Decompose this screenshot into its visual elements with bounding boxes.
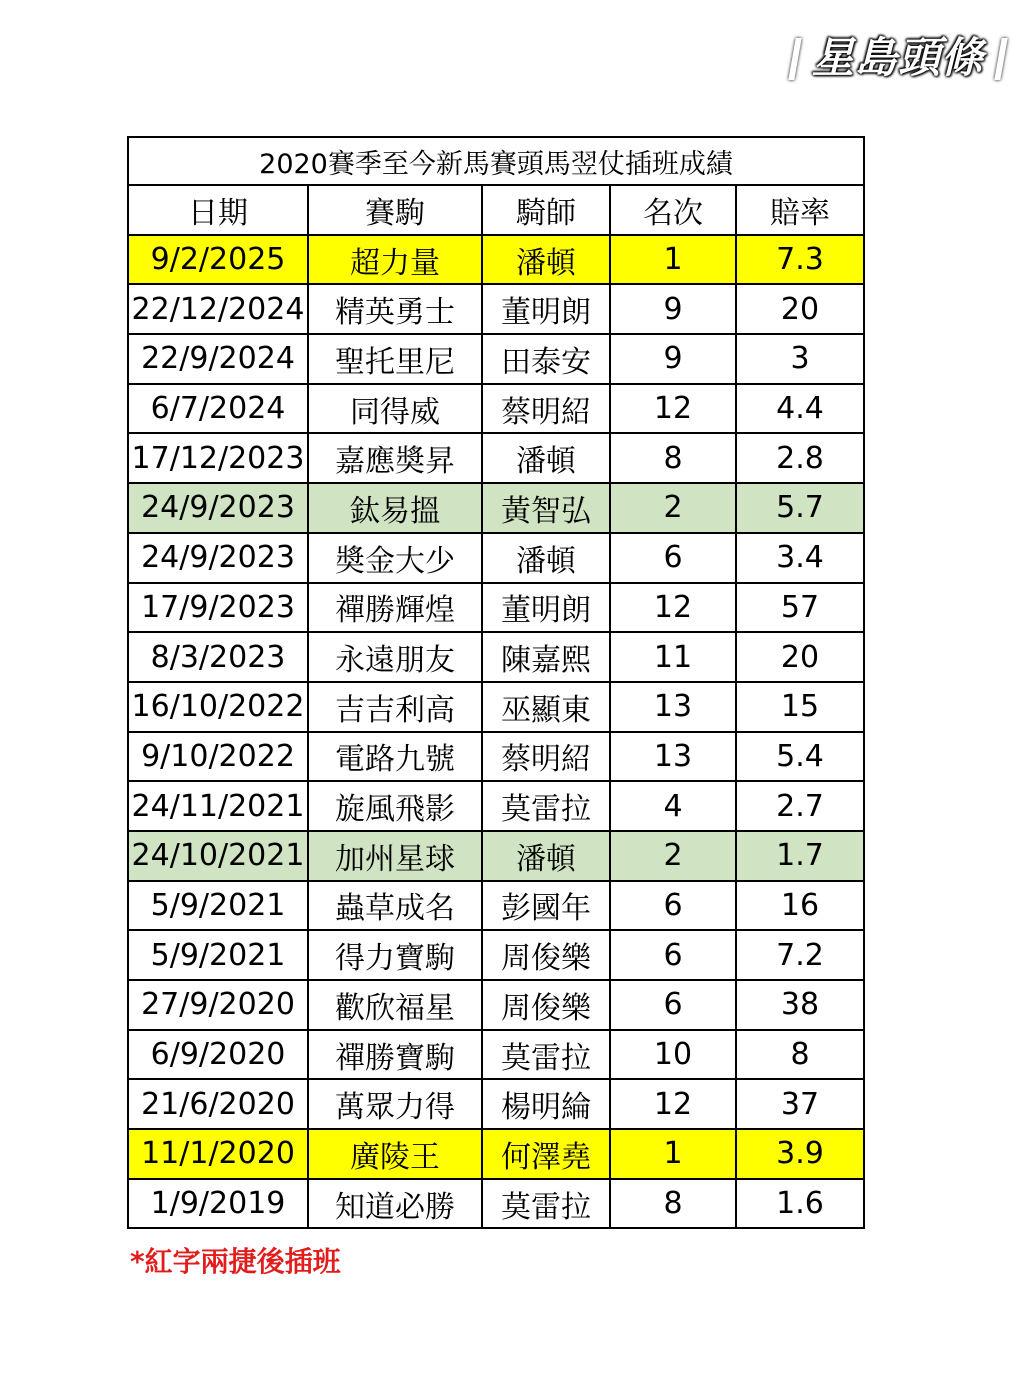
cell-horse: 蟲草成名 [308, 881, 482, 931]
table-body [128, 235, 864, 1229]
cell-horse: 鈦易搵 [308, 483, 482, 533]
table-row [128, 980, 864, 1030]
cell-odds: 38 [736, 980, 864, 1030]
cell-place: 12 [610, 583, 736, 633]
cell-place: 12 [610, 384, 736, 434]
cell-odds: 8 [736, 1030, 864, 1080]
table-row [128, 881, 864, 931]
cell-odds: 7.2 [736, 930, 864, 980]
cell-horse: 聖托里尼 [308, 334, 482, 384]
cell-date: 27/9/2020 [128, 980, 308, 1030]
cell-odds: 1.6 [736, 1179, 864, 1229]
table-row [128, 1129, 864, 1179]
cell-odds: 37 [736, 1079, 864, 1129]
cell-date: 16/10/2022 [128, 682, 308, 732]
cell-jockey: 彭國年 [482, 881, 610, 931]
logo-text: 星島頭條 [811, 33, 984, 82]
cell-horse: 歡欣福星 [308, 980, 482, 1030]
cell-horse: 知道必勝 [308, 1179, 482, 1229]
cell-date: 22/9/2024 [128, 334, 308, 384]
header-date: 日期 [128, 185, 308, 235]
cell-odds: 2.7 [736, 781, 864, 831]
cell-date: 6/9/2020 [128, 1030, 308, 1080]
cell-horse: 電路九號 [308, 732, 482, 782]
cell-horse: 得力寶駒 [308, 930, 482, 980]
cell-jockey: 周俊樂 [482, 930, 610, 980]
table-title: 2020賽季至今新馬賽頭馬翌仗插班成績 [128, 137, 864, 185]
cell-odds: 1.7 [736, 831, 864, 881]
cell-date: 22/12/2024 [128, 284, 308, 334]
cell-odds: 4.4 [736, 384, 864, 434]
cell-date: 5/9/2021 [128, 930, 308, 980]
cell-odds: 7.3 [736, 235, 864, 285]
cell-place: 2 [610, 831, 736, 881]
table-row [128, 1079, 864, 1129]
cell-horse: 精英勇士 [308, 284, 482, 334]
table-row [128, 384, 864, 434]
cell-place: 11 [610, 632, 736, 682]
cell-jockey: 田泰安 [482, 334, 610, 384]
cell-odds: 57 [736, 583, 864, 633]
cell-place: 13 [610, 732, 736, 782]
cell-jockey: 潘頓 [482, 235, 610, 285]
cell-jockey: 黃智弘 [482, 483, 610, 533]
cell-place: 6 [610, 930, 736, 980]
table-row [128, 334, 864, 384]
table-row [128, 781, 864, 831]
cell-jockey: 莫雷拉 [482, 781, 610, 831]
table-row [128, 284, 864, 334]
cell-jockey: 董明朗 [482, 583, 610, 633]
cell-place: 6 [610, 980, 736, 1030]
cell-horse: 旋風飛影 [308, 781, 482, 831]
cell-odds: 15 [736, 682, 864, 732]
cell-horse: 禪勝輝煌 [308, 583, 482, 633]
cell-place: 6 [610, 881, 736, 931]
cell-horse: 吉吉利高 [308, 682, 482, 732]
cell-jockey: 巫顯東 [482, 682, 610, 732]
cell-jockey: 何澤堯 [482, 1129, 610, 1179]
cell-place: 8 [610, 433, 736, 483]
cell-place: 2 [610, 483, 736, 533]
header-place: 名次 [610, 185, 736, 235]
cell-odds: 5.4 [736, 732, 864, 782]
cell-place: 12 [610, 1079, 736, 1129]
cell-date: 24/9/2023 [128, 483, 308, 533]
cell-place: 9 [610, 284, 736, 334]
cell-odds: 16 [736, 881, 864, 931]
cell-place: 9 [610, 334, 736, 384]
table-row [128, 235, 864, 285]
cell-horse: 永遠朋友 [308, 632, 482, 682]
cell-jockey: 莫雷拉 [482, 1030, 610, 1080]
cell-jockey: 莫雷拉 [482, 1179, 610, 1229]
cell-date: 5/9/2021 [128, 881, 308, 931]
table-row [128, 583, 864, 633]
header-jockey: 騎師 [482, 185, 610, 235]
cell-horse: 加州星球 [308, 831, 482, 881]
cell-date: 24/10/2021 [128, 831, 308, 881]
table-row [128, 483, 864, 533]
cell-horse: 超力量 [308, 235, 482, 285]
cell-date: 1/9/2019 [128, 1179, 308, 1229]
cell-odds: 2.8 [736, 433, 864, 483]
cell-date: 8/3/2023 [128, 632, 308, 682]
cell-date: 24/11/2021 [128, 781, 308, 831]
cell-odds: 20 [736, 284, 864, 334]
cell-jockey: 潘頓 [482, 831, 610, 881]
table-row [128, 831, 864, 881]
cell-jockey: 潘頓 [482, 433, 610, 483]
cell-jockey: 蔡明紹 [482, 732, 610, 782]
footnote: *紅字兩捷後插班 [130, 1245, 341, 1278]
table-row [128, 533, 864, 583]
cell-horse: 禪勝寶駒 [308, 1030, 482, 1080]
cell-odds: 3.4 [736, 533, 864, 583]
cell-place: 1 [610, 1129, 736, 1179]
cell-place: 10 [610, 1030, 736, 1080]
cell-date: 9/10/2022 [128, 732, 308, 782]
results-table [127, 136, 865, 1229]
cell-date: 24/9/2023 [128, 533, 308, 583]
sing-tao-logo [788, 30, 1008, 86]
cell-jockey: 蔡明紹 [482, 384, 610, 434]
cell-odds: 3 [736, 334, 864, 384]
cell-horse: 奬金大少 [308, 533, 482, 583]
cell-date: 6/7/2024 [128, 384, 308, 434]
table-row [128, 682, 864, 732]
cell-date: 9/2/2025 [128, 235, 308, 285]
table-row [128, 930, 864, 980]
cell-jockey: 周俊樂 [482, 980, 610, 1030]
cell-date: 21/6/2020 [128, 1079, 308, 1129]
table-header-row [128, 185, 864, 235]
cell-date: 17/9/2023 [128, 583, 308, 633]
cell-date: 11/1/2020 [128, 1129, 308, 1179]
cell-place: 13 [610, 682, 736, 732]
cell-horse: 嘉應奬昇 [308, 433, 482, 483]
table-row [128, 433, 864, 483]
cell-jockey: 楊明綸 [482, 1079, 610, 1129]
table-row [128, 1179, 864, 1229]
cell-place: 1 [610, 235, 736, 285]
cell-odds: 3.9 [736, 1129, 864, 1179]
cell-horse: 同得威 [308, 384, 482, 434]
cell-jockey: 董明朗 [482, 284, 610, 334]
cell-odds: 5.7 [736, 483, 864, 533]
cell-jockey: 陳嘉熙 [482, 632, 610, 682]
table-row [128, 632, 864, 682]
cell-horse: 萬眾力得 [308, 1079, 482, 1129]
cell-date: 17/12/2023 [128, 433, 308, 483]
header-horse: 賽駒 [308, 185, 482, 235]
cell-horse: 廣陵王 [308, 1129, 482, 1179]
cell-jockey: 潘頓 [482, 533, 610, 583]
table-row [128, 732, 864, 782]
cell-odds: 20 [736, 632, 864, 682]
cell-place: 6 [610, 533, 736, 583]
header-odds: 賠率 [736, 185, 864, 235]
cell-place: 8 [610, 1179, 736, 1229]
table-row [128, 1030, 864, 1080]
table-title-row [128, 137, 864, 185]
cell-place: 4 [610, 781, 736, 831]
